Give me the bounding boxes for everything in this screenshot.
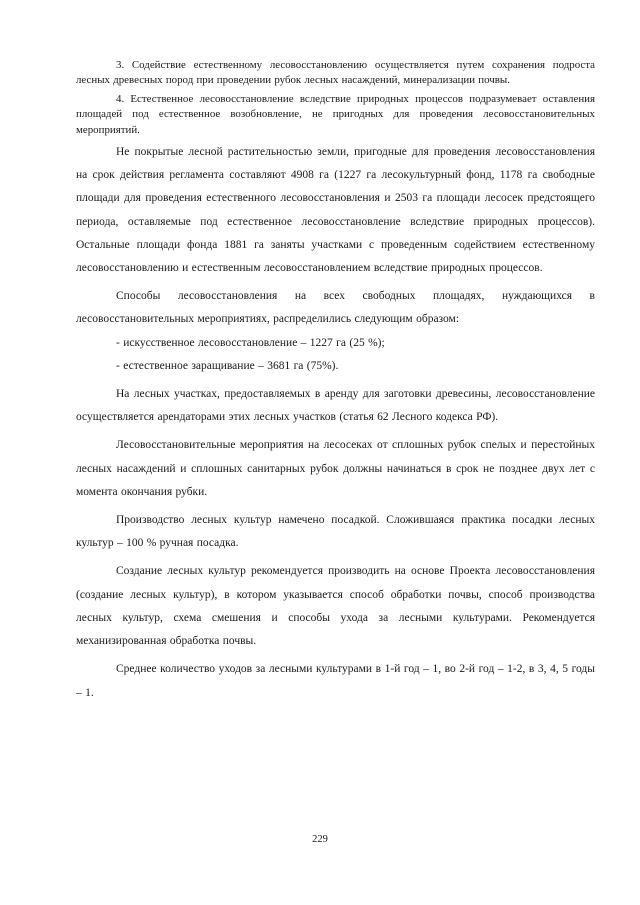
page-number: 229 bbox=[312, 834, 328, 845]
paragraph-planting-method: Производство лесных культур намечено посадкой. Сложившаяся практика посадки лесных культур – 100 % ручная посадка. bbox=[76, 514, 595, 550]
paragraph-clearcut-deadline: Лесовосстановительные мероприятия на лесосеках от сплошных рубок спелых и перестойных лесных насаждений и сплошных санитарных рубок должны начинаться в срок не позднее двух лет с момента окончания рубки. bbox=[76, 439, 595, 498]
paragraph-natural-regeneration: 4. Естественное лесовосстановление вследствие природных процессов подразумевает оставления площадей под естественное возобновление, не пригодных для проведения лесовосстановительных мероприятий. bbox=[76, 92, 595, 136]
list-item-natural: - естественное заращивание – 3681 га (75%). bbox=[116, 359, 339, 372]
document-body bbox=[76, 58, 595, 705]
paragraph-regeneration-methods: Способы лесовосстановления на всех свободных площадях, нуждающихся в лесовосстановительных мероприятиях, распределились следующим образом: bbox=[76, 290, 595, 326]
paragraph-care-frequency: Среднее количество уходов за лесными культурами в 1-й год – 1, во 2-й год – 1-2, в 3, 4, 5 годы – 1. bbox=[76, 663, 595, 699]
paragraph-assisted-regeneration: 3. Содействие естественному лесовосстановлению осуществляется путем сохранения подроста лесных древесных пород при проведении рубок лесных насаждений, минерализации почвы. bbox=[76, 59, 595, 87]
paragraph-leased-plots: На лесных участках, предоставляемых в аренду для заготовки древесины, лесовосстановление осуществляется арендаторами этих лесных участков (статья 62 Лесного кодекса РФ). bbox=[76, 388, 595, 424]
paragraph-unforested-land: Не покрытые лесной растительностью земли, пригодные для проведения лесовосстановления на срок действия регламента составляют 4908 га (1227 га лесокультурный фонд, 1178 га свободные площади для проведения естественного лесовосстановления и 2503 га площади лесосек предстоящего периода, оставляемые под естественное лесовосстановление вследствие природных процессов). Остальные площади фонда 1881 га заняты участками с проведенным содействием естественному лесовосстановлению и естественным лесовосстановлением вследствие природных процессов. bbox=[76, 146, 595, 275]
list-item-artificial: - искусственное лесовосстановление – 1227 га (25 %); bbox=[116, 336, 385, 349]
paragraph-forest-crops-project: Создание лесных культур рекомендуется производить на основе Проекта лесовосстановления (создание лесных культур), в котором указывается способ обработки почвы, способ производства лесных культур, схема смешения и способы ухода за лесными культурами. Рекомендуется механизированная обработка почвы. bbox=[76, 565, 595, 648]
